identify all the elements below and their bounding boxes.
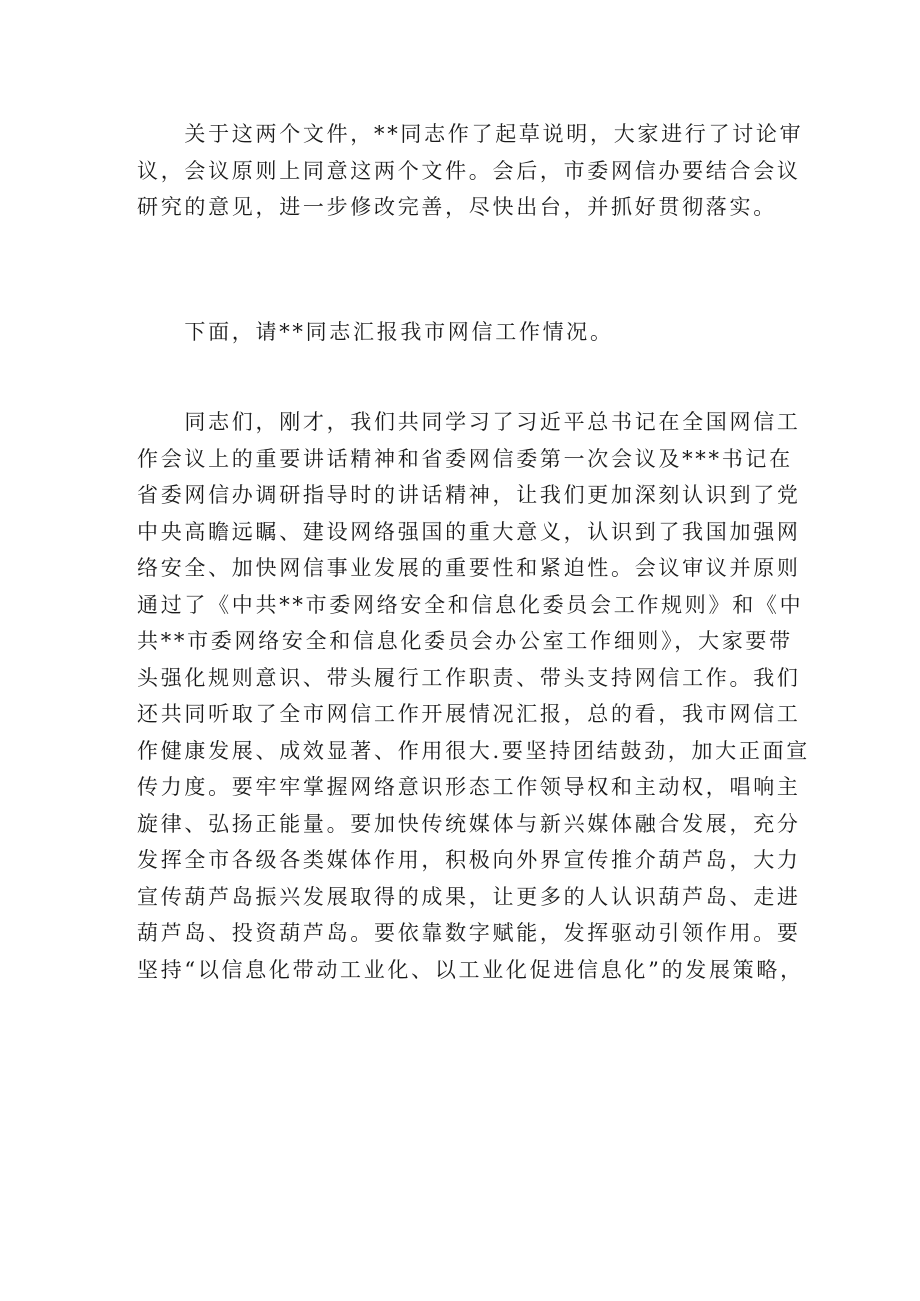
- paragraph-line: 省委网信办调研指导时的讲话精神，让我们更加深刻认识到了党: [137, 483, 801, 507]
- paragraph-report-request: [137, 314, 799, 351]
- paragraph-line: 共**市委网络安全和信息化委员会办公室工作细则》，大家要带: [137, 629, 793, 653]
- paragraph-line: 坚持“以信息化带动工业化、以工业化促进信息化”的发展策略，: [137, 957, 804, 982]
- paragraph-line: 宣传葫芦岛振兴发展取得的成果，让更多的人认识葫芦岛、走进: [137, 884, 801, 909]
- paragraph-line: 络安全、加快网信事业发展的重要性和紧迫性。会议审议并原则: [137, 556, 801, 580]
- paragraph-line: 作会议上的重要讲话精神和省委网信委第一次会议及***书记在: [137, 446, 793, 471]
- paragraph-line: 关于这两个文件，**同志作了起草说明，大家进行了讨论审: [137, 122, 804, 146]
- paragraph-drafting-explanation: [137, 116, 804, 226]
- paragraph-line: 同志们，刚才，我们共同学习了习近平总书记在全国网信工: [137, 410, 801, 434]
- paragraph-line: 葫芦岛、投资葫芦岛。要依靠数字赋能，发挥驱动引领作用。要: [137, 921, 801, 945]
- paragraph-line: 头强化规则意识、带头履行工作职责、带头支持网信工作。我们: [137, 665, 801, 690]
- paragraph-speech-body: [137, 404, 810, 988]
- paragraph-line: 传力度。要牢牢掌握网络意识形态工作领导权和主动权，唱响主: [137, 775, 801, 799]
- paragraph-line: 研究的意见，进一步修改完善，尽快出台，并抓好贯彻落实。: [137, 195, 777, 219]
- paragraph-line: 通过了《中共**市委网络安全和信息化委员会工作规则》和《中: [137, 592, 804, 617]
- paragraph-line: 议，会议原则上同意这两个文件。会后，市委网信办要结合会议: [137, 158, 801, 183]
- paragraph-line: 中央高瞻远瞩、建设网络强国的重大意义，认识到了我国加强网: [137, 519, 801, 544]
- paragraph-line: 作健康发展、成效显著、作用很大.要坚持团结鼓劲，加大正面宣: [137, 738, 810, 763]
- paragraph-line: 还共同听取了全市网信工作开展情况汇报，总的看，我市网信工: [137, 702, 801, 726]
- paragraph-line: 发挥全市各级各类媒体作用，积极向外界宣传推介葫芦岛，大力: [137, 848, 801, 872]
- paragraph-line: 旋律、弘扬正能量。要加快传统媒体与新兴媒体融合发展，充分: [137, 811, 801, 836]
- paragraph-line: 下面，请**同志汇报我市网信工作情况。: [137, 320, 614, 344]
